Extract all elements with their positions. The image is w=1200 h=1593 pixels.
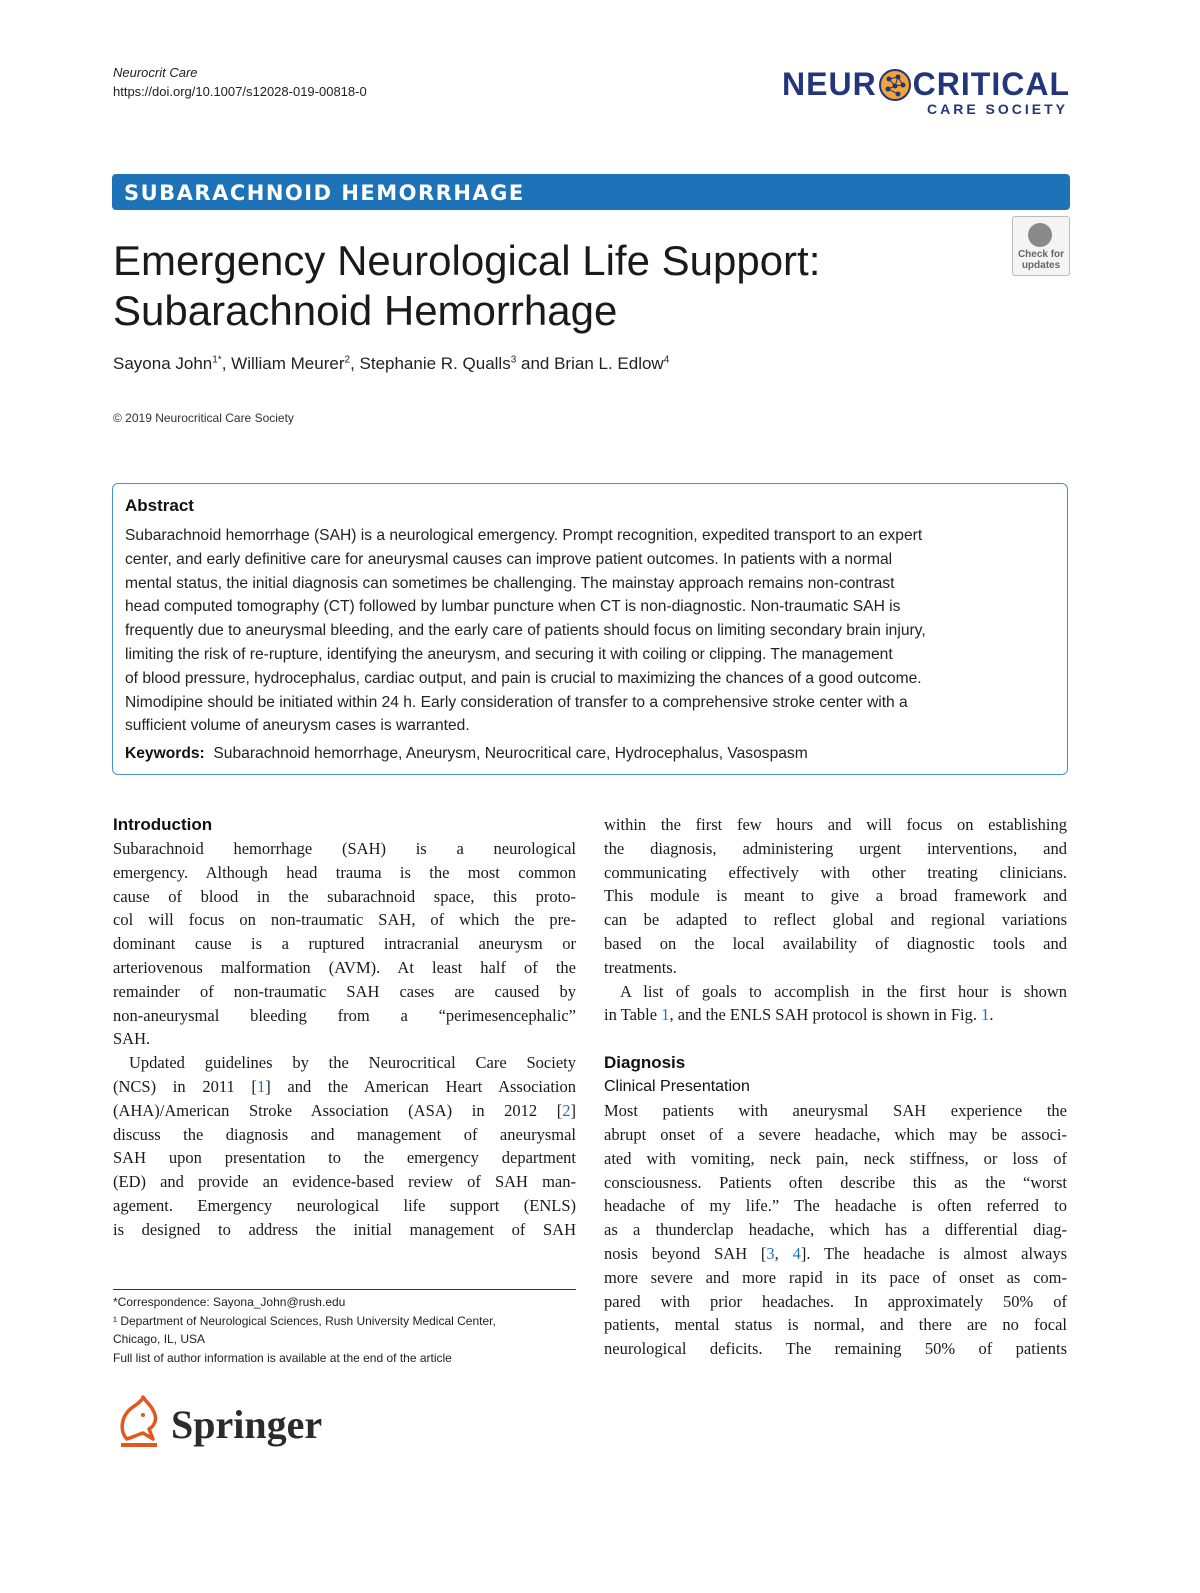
bookmark-icon	[1028, 223, 1052, 247]
table-link[interactable]: 1	[661, 1005, 670, 1025]
section-banner	[112, 174, 1070, 210]
title-line1: Emergency Neurological Life Support:	[113, 237, 821, 284]
springer-logo	[113, 1395, 333, 1451]
doi-link[interactable]: https://doi.org/10.1007/s12028-019-00818-0	[113, 84, 367, 99]
abstract-text: Subarachnoid hemorrhage (SAH) is a neurological emergency. Prompt recognition, expedited transport to an expert center, and early definitive care for aneurysmal causes can improve patient outcomes. In patients with a normal mental status, the initial diagnosis can sometimes be challenging. The mainstay approach remains non-contrast head computed tomography (CT) followed by lumbar puncture when CT is non-diagnostic. Non-traumatic SAH is frequently due to aneurysmal bleeding, and the early care of patients should focus on limiting secondary brain injury, limiting the risk of re-rupture, identifying the aneurysm, and securing it with coiling or clipping. The management of blood pressure, hydrocephalus, cardiac output, and pain is crucial to maximizing the chances of a good outcome. Nimodipine should be initiated within 24 h. Early consideration of transfer to a comprehensive stroke center with a sufficient volume of aneurysm cases is warranted.	[125, 527, 926, 735]
author-4[interactable]: and Brian L. Edlow	[516, 354, 664, 373]
author-3[interactable]: , Stephanie R. Qualls	[350, 354, 511, 373]
footnotes	[113, 1293, 576, 1367]
right-column: within the first few hours and will focus on establishing the diagnosis, administering urgent interventions, and communicating effectively with other treating clinicians. This module is meant to give a broad framework and can be adapted to reflect global and regional variations based on the local availability of diagnostic tools and treatments. A list of goals to accomplish in the first hour is shown in Table 1, and the ENLS SAH protocol is shown in Fig. 1. Diagnosis Clinical Presentation Most patients with aneurysmal SAH experience the abrupt onset of a severe headache, which may be associ- ated with vomiting, neck pain, neck stiffness, or loss of consciousness. Patients often describe this as the “worst headache of my life.” The headache is often referred to as a thunderclap headache, which has a differential diag- nosis beyond SAH [3, 4]. The headache is almost always more severe and more rapid in its pace of onset as com- pared with prior headaches. In approximately 50% of patients, mental status is normal, and there are no focal neurological deficits. The remaining 50% of patients	[604, 815, 1067, 1359]
article-title	[113, 236, 993, 336]
keywords-list: Subarachnoid hemorrhage, Aneurysm, Neurocritical care, Hydrocephalus, Vasospasm	[213, 745, 808, 762]
clinical-presentation-heading: Clinical Presentation	[604, 1078, 750, 1096]
figure-link[interactable]: 1	[981, 1005, 990, 1025]
full-author-info: Full list of author information is available at the end of the article	[113, 1350, 452, 1365]
title-line2: Subarachnoid Hemorrhage	[113, 287, 618, 334]
cfu-line1: Check for	[1017, 249, 1065, 260]
globe-icon	[878, 68, 912, 102]
introduction-heading: Introduction	[113, 815, 213, 834]
springer-horse-icon	[113, 1395, 165, 1451]
author-list: Sayona John$^{1*}$, William Meurer$^2$, Stephanie R. Qualls$^3$ and Brian L. Edlow$^4$	[113, 354, 670, 373]
ncs-logo	[782, 66, 1072, 118]
author-1[interactable]: Sayona John	[113, 354, 213, 373]
affiliation-line2: Chicago, IL, USA	[113, 1332, 206, 1346]
logo-line2: CARE SOCIETY	[926, 101, 1068, 117]
author-2[interactable]: , William Meurer	[221, 354, 345, 373]
affiliation-line1: ¹ Department of Neurological Sciences, Rush University Medical Center,	[113, 1313, 496, 1328]
logo-line1-left: NEUR	[782, 66, 877, 102]
reference-link[interactable]: 3	[766, 1243, 775, 1263]
reference-link[interactable]: 2	[562, 1100, 571, 1120]
reference-link[interactable]: 1	[256, 1076, 266, 1096]
footnote-divider	[113, 1289, 576, 1290]
banner-label: SUBARACHNOID HEMORRHAGE	[124, 181, 525, 205]
publisher-name: Springer	[171, 1402, 323, 1447]
left-column: Introduction Subarachnoid hemorrhage (SAH) is a neurological emergency. Although head trauma is the most common cause of blood in the subarachnoid space, this proto- col will focus on non-traumatic SAH, of which the pre- dominant cause is a ruptured intracranial aneurysm or arteriovenous malformation (AVM). At least half of the remainder of non-traumatic SAH cases are caused by non-aneurysmal bleeding from a “perimesencephalic” SAH. Updated guidelines by the Neurocritical Care Society (NCS) in 2011 [1] and the American Heart Association (AHA)/American Stroke Association (ASA) in 2012 [2] discuss the diagnosis and management of aneurysmal SAH upon presentation to the emergency department (ED) and provide an evidence-based review of SAH man- agement. Emergency neurological life support (ENLS) is designed to address the initial management of SAH	[113, 815, 576, 1239]
abstract-heading: Abstract	[125, 496, 194, 515]
logo-line1-right: CRITICAL	[912, 66, 1070, 102]
check-for-updates-button[interactable]	[1012, 216, 1070, 276]
correspondence[interactable]: *Correspondence: Sayona_John@rush.edu	[113, 1295, 346, 1309]
reference-link[interactable]: 4	[792, 1243, 801, 1263]
abstract-box	[112, 483, 1068, 775]
cfu-line2: updates	[1021, 260, 1061, 271]
copyright-notice: © 2019 Neurocritical Care Society	[113, 411, 294, 425]
keywords-label: Keywords:	[125, 745, 205, 762]
journal-name: Neurocrit Care	[113, 65, 198, 80]
diagnosis-heading: Diagnosis	[604, 1053, 686, 1073]
keywords	[125, 745, 808, 763]
